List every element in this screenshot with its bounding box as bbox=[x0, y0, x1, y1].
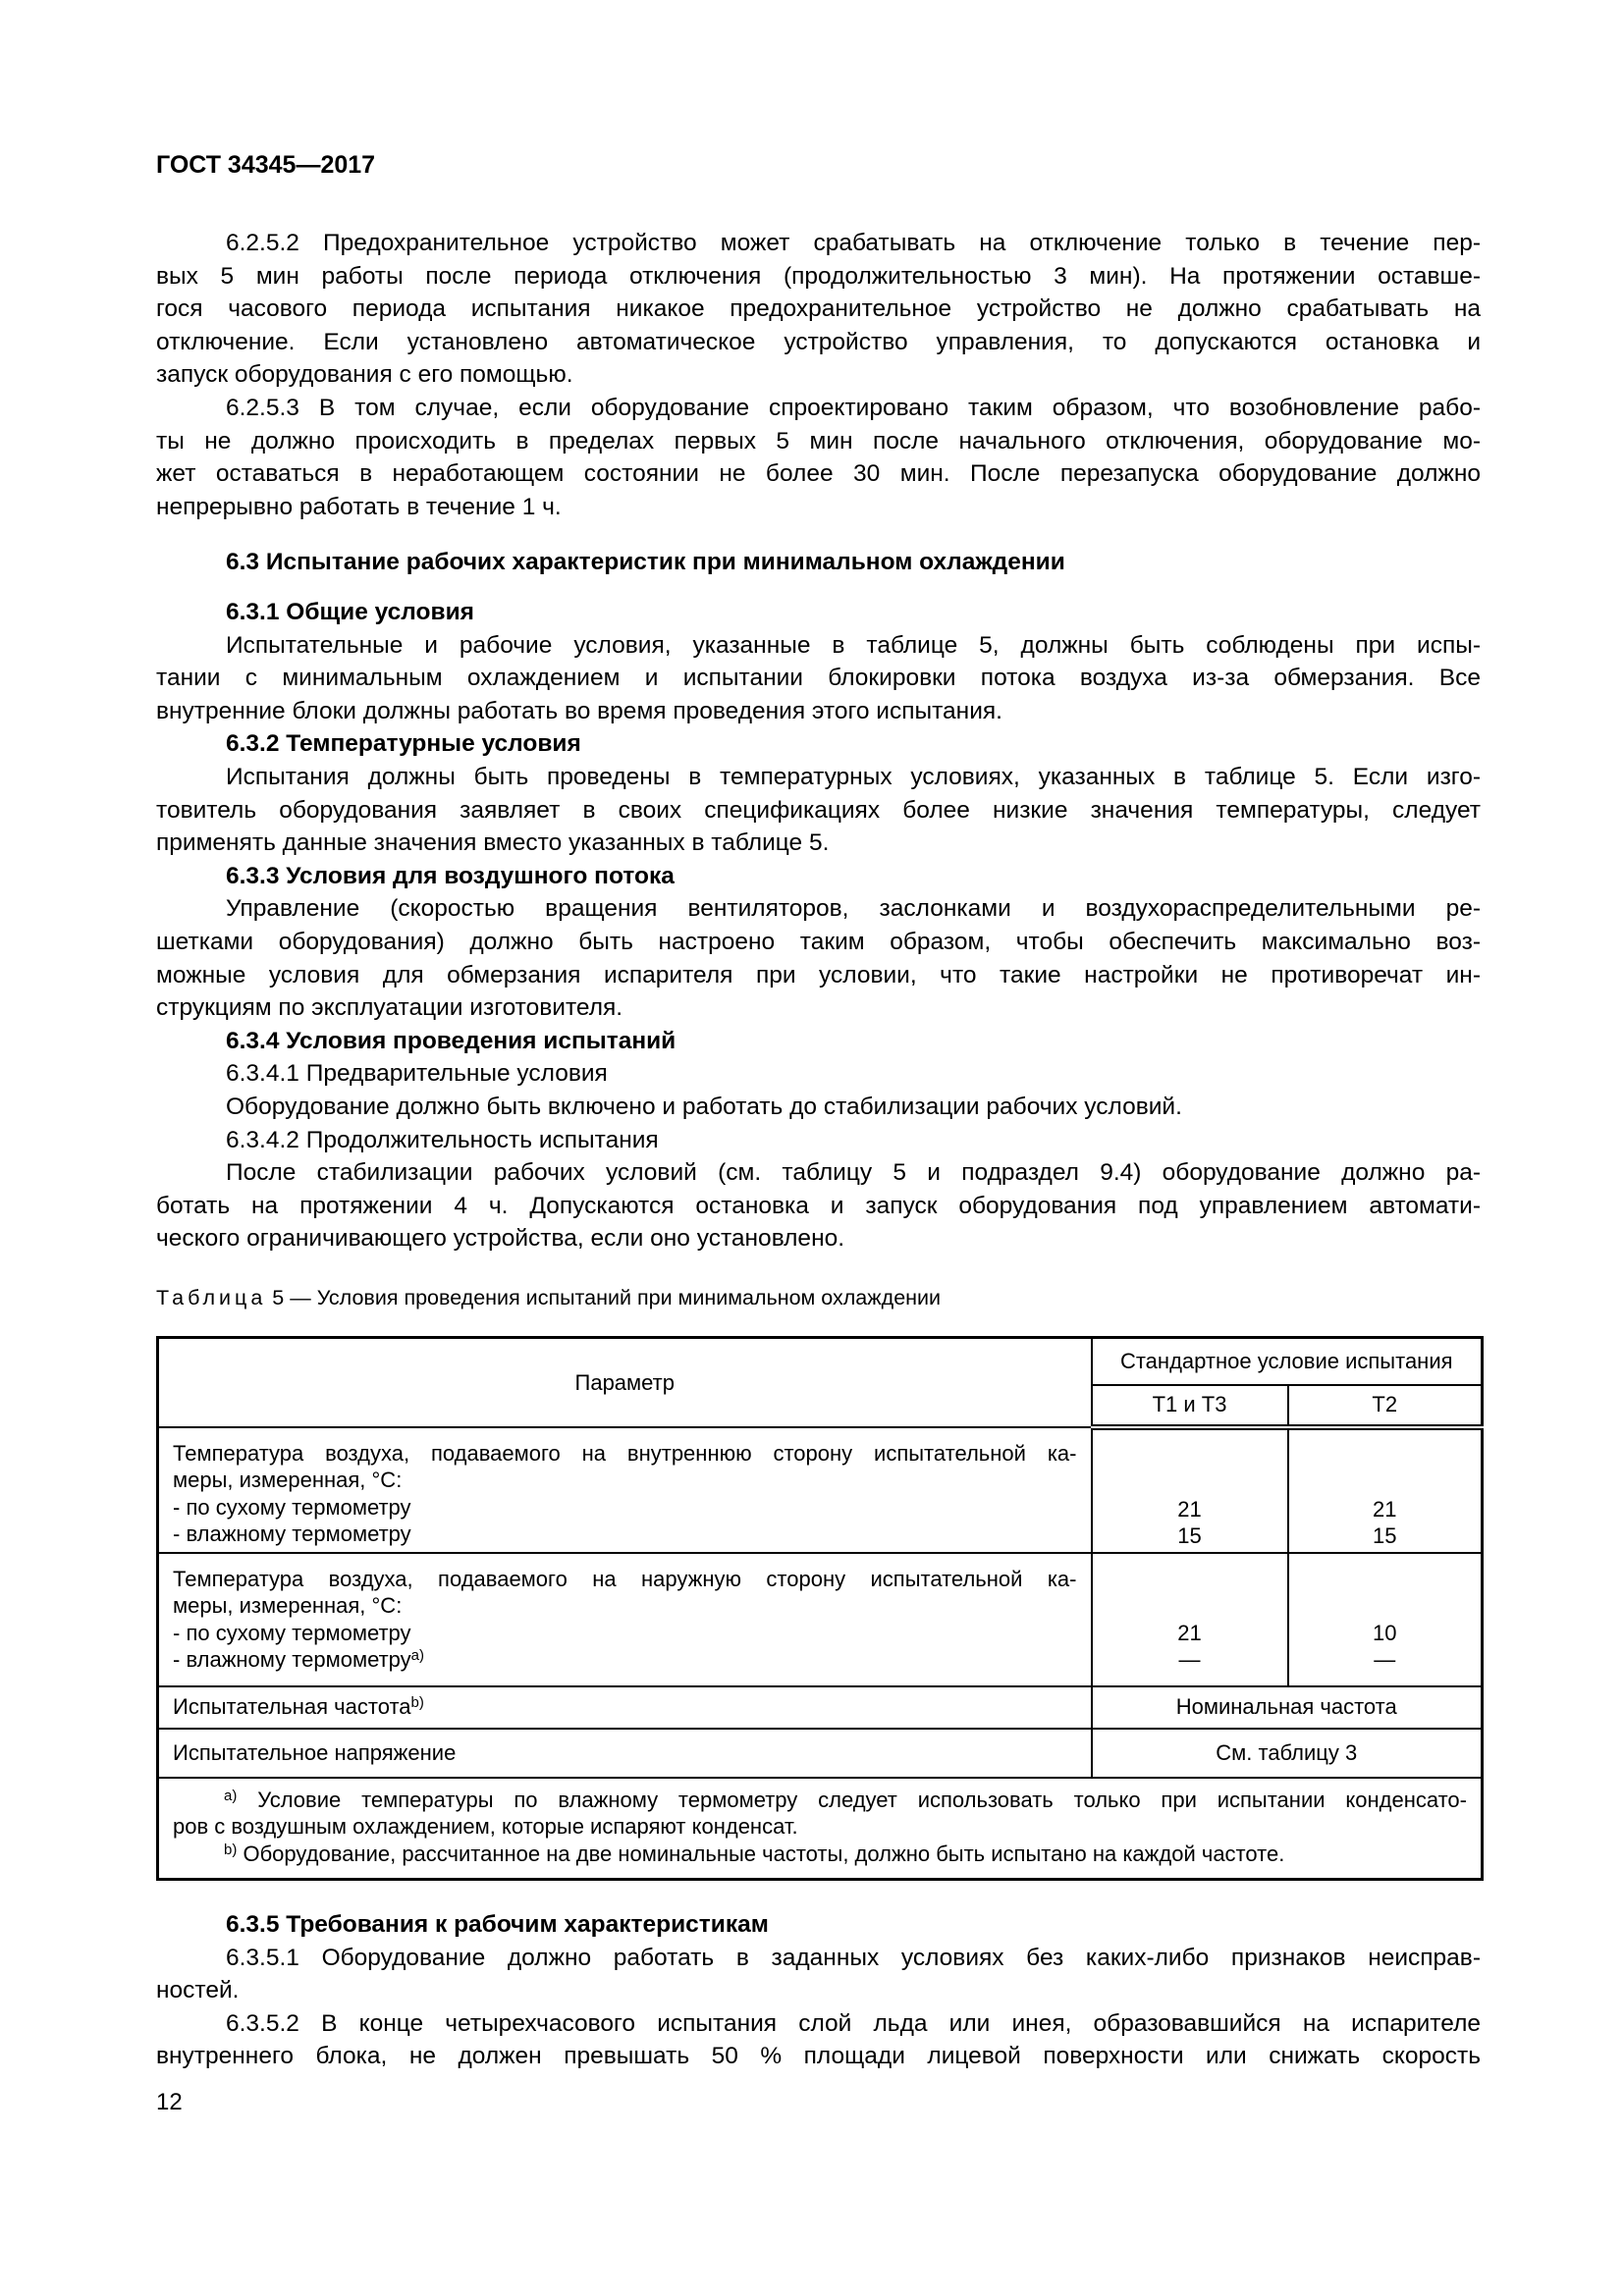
value: 21 bbox=[1177, 1620, 1202, 1645]
value: — bbox=[1374, 1647, 1396, 1672]
text-line: тании с минимальным охлаждением и испытании блокировки потока воздуха из-за обмерзания. Все bbox=[156, 665, 1481, 692]
footnote-mark: a) bbox=[224, 1787, 238, 1804]
value-cell bbox=[1092, 1427, 1288, 1553]
cell-line: меры, измеренная, °С: bbox=[173, 1468, 403, 1492]
footnote-text: Условие температуры по влажному термометру следует использовать только при испытании конденсато- bbox=[257, 1787, 1467, 1812]
footnote-text: Оборудование, рассчитанное на две номинальные частоты, должно быть испытано на каждой частоте. bbox=[243, 1841, 1285, 1866]
text-line: ботать на протяжении 4 ч. Допускаются остановка и запуск оборудования под управлением автомати- bbox=[156, 1192, 1481, 1219]
param-cell bbox=[158, 1427, 1092, 1553]
cell-line: Температура воздуха, подаваемого на наружную сторону испытательной ка- bbox=[173, 1566, 1077, 1591]
cell-line: - влажному термометру bbox=[173, 1522, 411, 1546]
header-standard-condition: Стандартное условие испытания bbox=[1092, 1338, 1483, 1385]
value-cell: Номинальная частота bbox=[1092, 1686, 1483, 1729]
text-line: ностей. bbox=[156, 1977, 240, 2004]
text-line: можные условия для обмерзания испарителя при условии, что такие настройки не противоречат ин- bbox=[156, 961, 1481, 988]
document-id: ГОСТ 34345—2017 bbox=[156, 151, 376, 179]
text-line: 6.2.5.2 Предохранительное устройство может срабатывать на отключение только в течение пер- bbox=[226, 230, 1481, 256]
text-line: струкциям по эксплуатации изготовителя. bbox=[156, 994, 623, 1022]
section-heading: 6.3.5 Требования к рабочим характеристикам bbox=[226, 1911, 769, 1938]
table-row bbox=[158, 1729, 1483, 1778]
text-line: внутренние блоки должны работать во время проведения этого испытания. bbox=[156, 697, 1002, 724]
footnote-ref: b) bbox=[410, 1694, 424, 1712]
header-t1-t3: Т1 и Т3 bbox=[1092, 1385, 1288, 1427]
footnote-mark: b) bbox=[224, 1841, 238, 1858]
table-row bbox=[158, 1686, 1483, 1729]
text-line: 6.3.5.1 Оборудование должно работать в заданных условиях без каких-либо признаков неисправ- bbox=[226, 1944, 1481, 1971]
page-number: 12 bbox=[156, 2089, 183, 2115]
cell-line: меры, измеренная, °С: bbox=[173, 1593, 403, 1618]
text-line: применять данные значения вместо указанных в таблице 5. bbox=[156, 829, 830, 857]
footnote-text: ров с воздушным охлаждением, которые испаряют конденсат. bbox=[173, 1814, 798, 1839]
value-cell bbox=[1092, 1553, 1288, 1686]
text-line: Управление (скоростью вращения вентиляторов, заслонками и воздухораспределительными ре- bbox=[226, 895, 1481, 923]
section-heading: 6.3.4 Условия проведения испытаний bbox=[226, 1027, 677, 1054]
footnote-ref: a) bbox=[410, 1647, 424, 1664]
param-cell bbox=[158, 1686, 1092, 1729]
caption-text: 5 — Условия проведения испытаний при минимальном охлаждении bbox=[272, 1286, 942, 1309]
cell-line: Температура воздуха, подаваемого на внутреннюю сторону испытательной ка- bbox=[173, 1440, 1077, 1466]
test-conditions-table bbox=[156, 1336, 1484, 1881]
section-6-3-5 bbox=[156, 1908, 1481, 2073]
text-line: Испытания должны быть проведены в температурных условиях, указанных в таблице 5. Если изго- bbox=[226, 763, 1481, 790]
text-line: Оборудование должно быть включено и работать до стабилизации рабочих условий. bbox=[226, 1093, 1182, 1120]
text-line: 6.3.5.2 В конце четырехчасового испытания слой льда или инея, образовавшийся на испарителе bbox=[226, 2009, 1481, 2037]
section-6-3-1-to-6-3-4 bbox=[156, 596, 1481, 1255]
text-line: гося часового периода испытания никакое предохранительное устройство не должно срабатывать на bbox=[156, 295, 1481, 323]
value: 15 bbox=[1373, 1523, 1397, 1548]
text-line: 6.2.5.3 В том случае, если оборудование спроектировано таким образом, что возобновление рабо- bbox=[226, 394, 1481, 421]
text-line: внутреннего блока, не должен превышать 50 % площади лицевой поверхности или снижать скорость bbox=[156, 2043, 1481, 2070]
text-line: запуск оборудования с его помощью. bbox=[156, 361, 573, 389]
table-footnotes bbox=[158, 1778, 1483, 1880]
value-cell bbox=[1288, 1427, 1483, 1553]
table-caption bbox=[156, 1286, 941, 1310]
value: — bbox=[1178, 1647, 1201, 1672]
value-cell bbox=[1288, 1553, 1483, 1686]
text-line: товитель оборудования заявляет в своих спецификациях более низкие значения температуры, следует bbox=[156, 796, 1481, 824]
value: 21 bbox=[1177, 1496, 1202, 1522]
text-line: Испытательные и рабочие условия, указанные в таблице 5, должны быть соблюдены при испы- bbox=[226, 631, 1481, 659]
text-line: После стабилизации рабочих условий (см. таблицу 5 и подраздел 9.4) оборудование должно ра- bbox=[226, 1159, 1481, 1187]
text-line: ты не должно происходить в пределах первых 5 мин после начального отключения, оборудование мо- bbox=[156, 427, 1481, 454]
value: 21 bbox=[1373, 1496, 1397, 1522]
cell-line: - влажному термометру bbox=[173, 1647, 411, 1672]
param-cell: Испытательное напряжение bbox=[158, 1729, 1092, 1778]
section-heading: 6.3.2 Температурные условия bbox=[226, 730, 581, 758]
footnotes-cell bbox=[158, 1778, 1483, 1880]
cell-text: Испытательная частота bbox=[173, 1694, 411, 1720]
text-line: отключение. Если установлено автоматическое устройство управления, то допускаются остановка и bbox=[156, 328, 1481, 355]
param-cell bbox=[158, 1553, 1092, 1686]
section-heading: 6.3.1 Общие условия bbox=[226, 599, 474, 625]
text-line: ческого ограничивающего устройства, если оно установлено. bbox=[156, 1225, 845, 1253]
value: 10 bbox=[1373, 1620, 1397, 1645]
table-row bbox=[158, 1553, 1483, 1686]
section-heading: 6.3.3 Условия для воздушного потока bbox=[226, 862, 675, 889]
cell-line: - по сухому термометру bbox=[173, 1620, 411, 1645]
text-line: шетками оборудования) должно быть настроено таким образом, чтобы обеспечить максимально воз- bbox=[156, 928, 1481, 955]
subsection-heading: 6.3.4.2 Продолжительность испытания bbox=[226, 1126, 659, 1153]
text-line: непрерывно работать в течение 1 ч. bbox=[156, 493, 562, 520]
text-line: вых 5 мин работы после периода отключения (продолжительностью 3 мин). На протяжении оставше- bbox=[156, 262, 1481, 290]
header-parameter: Параметр bbox=[158, 1338, 1092, 1427]
section-heading-6-3: 6.3 Испытание рабочих характеристик при минимальном охлаждении bbox=[226, 549, 1065, 575]
cell-line: - по сухому термометру bbox=[173, 1494, 411, 1520]
text-line: жет оставаться в неработающем состоянии не более 30 мин. После перезапуска оборудование должно bbox=[156, 460, 1481, 488]
subsection-heading: 6.3.4.1 Предварительные условия bbox=[226, 1060, 608, 1088]
value-cell: См. таблицу 3 bbox=[1092, 1729, 1483, 1778]
table-row bbox=[158, 1427, 1483, 1553]
caption-label: Таблица bbox=[156, 1286, 267, 1309]
value: 15 bbox=[1177, 1523, 1202, 1548]
section-6-2-5 bbox=[156, 227, 1481, 523]
header-t2: Т2 bbox=[1288, 1385, 1483, 1427]
